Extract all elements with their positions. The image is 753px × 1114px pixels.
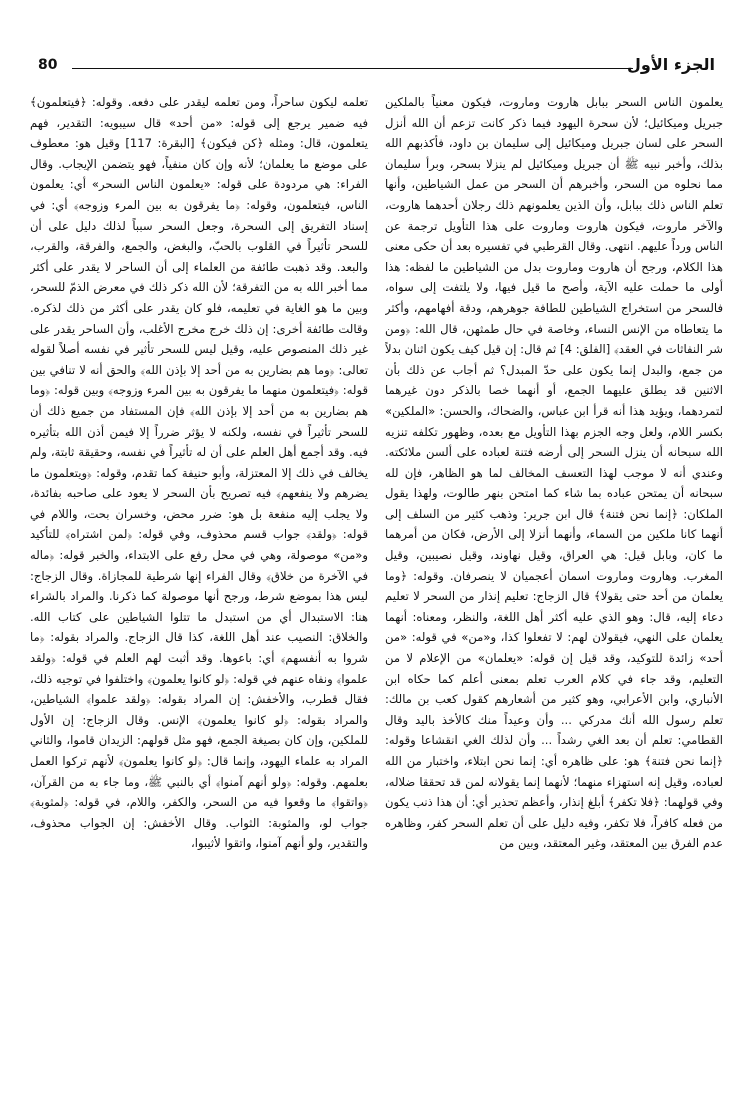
header-rule <box>72 68 633 69</box>
page-number: 80 <box>38 57 58 73</box>
text-column-right <box>385 92 723 1092</box>
column-text: تعلمه ليكون ساحراً، ومن تعلمه ليقدر على دفعه. وقوله: ﴿فيتعلمون﴾ فيه ضمير يرجع إلى قوله: «من أحد» قال سيبويه: التقدير، فهم يتعلمون، قال: ومثله ﴿كن فيكون﴾ [البقرة: 117] وقيل هو: معطوف على موضع ما يعلمان؛ لأنه وإن كان منفياً، فهو يتضمن الإيجاب. وقال الفراء: هي مردودة على قوله: «يعلمون الناس السحر» أي: يعلمون الناس، فيتعلمون، وقوله: ﴿ما يفرقون به بين المرء وزوجه﴾ أي: في إسناد التفريق إلى السحرة، وجعل السحر سبباً لذلك دليل على أن للسحر تأثيراً في القلوب بالحبّ، والبغض، والجمع، والفرقة، والقرب، والبعد. وقد ذهبت طائفة من العلماء إلى أن الساحر لا يقدر على أكثر مما أخبر الله به من التفرقة؛ لأن الله ذكر ذلك في معرض الذمّ للسحر، وبين ما هو الغاية في تعليمه، فلو كان يقدر على أكثر من ذلك لذكره. وقالت طائفة أخرى: إن ذلك خرج مخرج الأغلب، وأن الساحر يقدر على غير ذلك المنصوص عليه، وقيل ليس للسحر تأثير في نفسه أصلاً لقوله تعالى: ﴿وما هم بضارين به من أحد إلا بإذن الله﴾ والحق أنه لا تنافي بين قوله: ﴿فيتعلمون منهما ما يفرقون به بين المرء وزوجه﴾ وبين قوله: ﴿وما هم بضارين به من أحد إلا بإذن الله﴾ فإن المستفاد من جميع ذلك أن للسحر تأثيراً في نفسه، ولكنه لا يؤثر ضرراً إلا فيمن أذن الله بتأثيره فيه. وقد أجمع أهل العلم على أن له تأثيراً في نفسه، وحقيقة ثابتة، ولم يخالف في ذلك إلا المعتزلة، وأبو حنيفة كما تقدم، وقوله: ﴿ويتعلمون ما يضرهم ولا ينفعهم﴾ فيه تصريح بأن السحر لا يعود على صاحبه بفائدة، ولا يجلب إليه منفعة بل هو: ضرر محض، وخسران بحت، واللام في قوله: ﴿ولقد﴾ جواب قسم محذوف، وفي قوله: ﴿لمن اشتراه﴾ للتأكيد و«من» موصولة، وهي في محل رفع على الابتداء، والخبر قوله: ﴿ماله في الآخرة من خلاق﴾ وقال الفراء إنها شرطية للمجازاة. وقال الزجاج: ليس هذا بموضع شرط، ورجح أنها موصولة كما ذكرنا. والمراد بالشراء هنا: الاستبدال أي من استبدل ما تتلوا الشياطين على كتاب الله. والخلاق: النصيب عند أهل اللغة، كذا قال الزجاج. والمراد بقوله: ﴿ما شروا به أنفسهم﴾ أي: باعوها. وقد أثبت لهم العلم في قوله: ﴿ولقد علموا﴾ ونفاه عنهم في قوله: ﴿لو كانوا يعلمون﴾ واختلفوا في توجيه ذلك، فقال قطرب، والأخفش: إن المراد بقوله: ﴿ولقد علموا﴾ الشياطين، والمراد بقوله: ﴿لو كانوا يعلمون﴾ الإنس. وقال الزجاج: إن الأول للملكين، وإن كان بصيغة الجمع، فهو مثل قولهم: الزيدان قاموا، والثاني المراد به علماء اليهود، وإنما قال: ﴿لو كانوا يعلمون﴾ لأنهم تركوا العمل بعلمهم. وقوله: ﴿ولو أنهم آمنوا﴾ أي بالنبي ﷺ، وما جاء به من القرآن، ﴿واتقوا﴾ ما وقعوا فيه من السحر، والكفر، واللام، في قوله: ﴿لمثوبة﴾ جواب لو، والمثوبة: الثواب. وقال الأخفش: إن الجواب محذوف، والتقدير، ولو أنهم آمنوا، واتقوا لأثيبوا، <box>30 95 368 851</box>
text-column-left <box>30 92 368 1092</box>
running-title: الجزء الأول <box>627 55 715 74</box>
column-text: يعلمون الناس السحر ببابل هاروت وماروت، فيكون معنياً بالملكين جبريل وميكائيل؛ لأن سحرة اليهود فيما ذكر كانت تزعم أن الله أنزل السحر على لسان جبريل وميكائيل إلى سليمان بن داود، فأكذبهم الله بذلك، وأخبر نبيه ﷺ أن جبريل وميكائيل لم ينزلا بسحر، وبرأ سليمان مما نحلوه من السحر، وأخبرهم أن السحر من عمل الشياطين، وأنها تعلم الناس ذلك ببابل، وأن الذين يعلمونهم ذلك رجلان أحدهما هاروت، والآخر ماروت، فيكون هاروت وماروت على هذا التأويل ترجمة عن الناس ورداً عليهم. انتهى. وقال القرطبي في تفسيره بعد أن حكى معنى هذا الكلام، ورجح أن هاروت وماروت بدل من الشياطين ما لفظه: هذا أولى ما حملت عليه الآية، وأصح ما قيل فيها، ولا يلتفت إلى سواه، فالسحر من استخراج الشياطين للطافة جوهرهم، ودقة أفهامهم، وأكثر ما يتعاطاه من الإنس النساء، وخاصة في حال طمثهن، قال الله: ﴿ومن شر النفاثات في العقد﴾ [الفلق: 4] ثم قال: إن قيل كيف يكون اثنان بدلاً من جمع، والبدل إنما يكون على حدّ المبدل؟ ثم أجاب عن ذلك بأن الاثنين قد يطلق عليهما الجمع، أو أنهما خصا بالذكر دون غيرهما لتمردهما، ويؤيد هذا أنه قرأ ابن عباس، والضحاك، والحسن: «الملكين» بكسر اللام، ولعل وجه الجزم بهذا التأويل مع بعده، وظهور تكلفه تنزيه الله سبحانه أن ينزل السحر إلى أرضه فتنة لعباده على ألسن ملائكته. وعندي أنه لا موجب لهذا التعسف المخالف لما هو الظاهر، فإن لله سبحانه أن يمتحن عباده بما شاء كما امتحن بنهر طالوت، ولهذا يقول الملكان: ﴿إنما نحن فتنة﴾ قال ابن جرير: وذهب كثير من السلف إلى أنهما كانا ملكين من السماء، وأنهما أنزلا إلى الأرض، فكان من أمرهما ما كان، وبابل قيل: هي العراق، وقيل نهاوند، وقيل نصيبين، وقيل المغرب. وهاروت وماروت اسمان أعجميان لا ينصرفان. وقوله: ﴿وما يعلمان من أحد حتى يقولا﴾ قال الزجاج: تعليم إنذار من السحر لا تعليم دعاء إليه، قال: وهو الذي عليه أكثر أهل اللغة، والنظر، ومعناه: أنهما يعلمان على النهي، فيقولان لهم: لا تفعلوا كذا، و«من» في قوله: «من أحد» زائدة للتوكيد، وقد قيل إن قوله: «يعلمان» من الإعلام لا من التعليم، وقد جاء في كلام العرب تعلم بمعنى أعلم كما حكاه ابن الأنباري، وابن الأعرابي، وهو كثير من أشعارهم كقول كعب بن مالك: تعلم رسول الله أنك مدركي ... وأن وعيداً منك كالأخذ باليد وقال القطامي: تعلم أن بعد الغي رشداً ... وأن لذلك الغي انقشاعا وقوله: ﴿إنما نحن فتنة﴾ هو: على ظاهره أي: إنما نحن ابتلاء، واختبار من الله لعباده، وقيل إنه استهزاء منهما؛ لأنهما إنما يقولانه لمن قد تحققا ضلاله، وفي قولهما: ﴿فلا تكفر﴾ أبلغ إنذار، وأعظم تحذير أي: أن هذا ذنب يكون من فعله كافراً، فلا تكفر، وفيه دليل على أن تعلم السحر كفر، وظاهره عدم الفرق بين المعتقد، وغير المعتقد، وبين من <box>385 95 723 851</box>
page-header <box>38 54 715 78</box>
